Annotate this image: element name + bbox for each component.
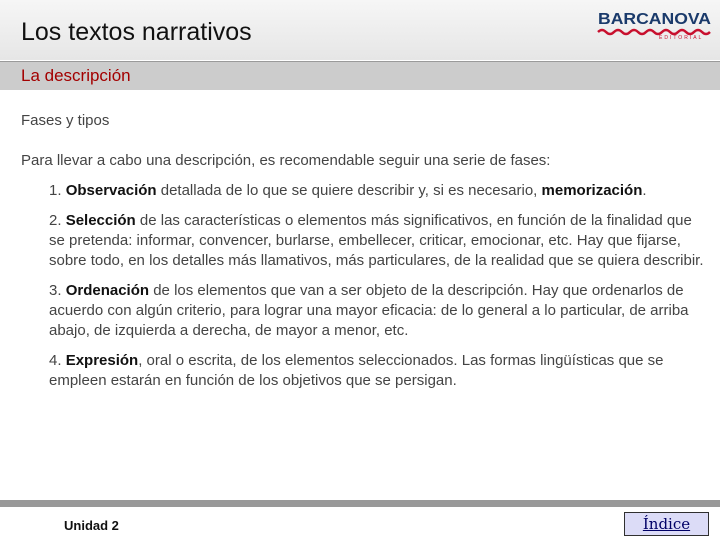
footer-divider [0,500,720,507]
phase-keyword: Ordenación [65,282,150,299]
phase-item [49,281,709,341]
intro-text: Para llevar a cabo una descripción, es recomendable seguir una serie de fases: [21,152,551,169]
phase-number: 3. [49,282,66,299]
page-title: Los textos narrativos [21,18,252,46]
phase-item [49,181,709,201]
unit-label: Unidad 2 [64,518,119,533]
section-title: Fases y tipos [21,112,110,129]
phase-keyword: memorización [541,182,643,199]
phase-text: , oral o escrita, de los elementos seleccionados. Las formas lingüísticas que se empleen estarán en función de los objetivos que se persigan. [49,352,664,389]
phase-item [49,211,709,271]
svg-text:BARCANOVA: BARCANOVA [598,11,712,28]
phase-text: de los elementos que van a ser objeto de la descripción. Hay que ordenarlos de acuerdo con algún criterio, para lograr una mayor eficacia: de lo general a lo particular, de arriba abajo, de izquierda a derecha, de mayor a menor, etc. [49,282,689,339]
phase-number: 2. [49,212,66,229]
phases-list [49,181,709,401]
phase-number: 4. [49,352,66,369]
phase-text: de las características o elementos más significativos, en función de la finalidad que se pretenda: informar, convencer, burlarse, embellecer, criticar, emocionar, etc. Hay que fijarse, sobre todo, en los detalles más llamativos, más particulares, de la realidad que se quiera describir. [49,212,704,269]
index-button[interactable]: Índice [624,512,709,536]
header-bar [0,0,720,60]
phase-keyword: Observación [65,182,157,199]
phase-keyword: Selección [65,212,136,229]
page-subtitle: La descripción [21,66,131,85]
subheader-bar [0,61,720,90]
phase-keyword: Expresión [65,352,139,369]
phase-text: . [642,182,647,199]
phase-number: 1. [49,182,66,199]
svg-text:EDITORIAL: EDITORIAL [659,35,704,41]
phase-text: detallada de lo que se quiere describir y, si es necesario, [156,182,542,199]
barcanova-logo [597,7,713,41]
phase-item [49,351,709,391]
